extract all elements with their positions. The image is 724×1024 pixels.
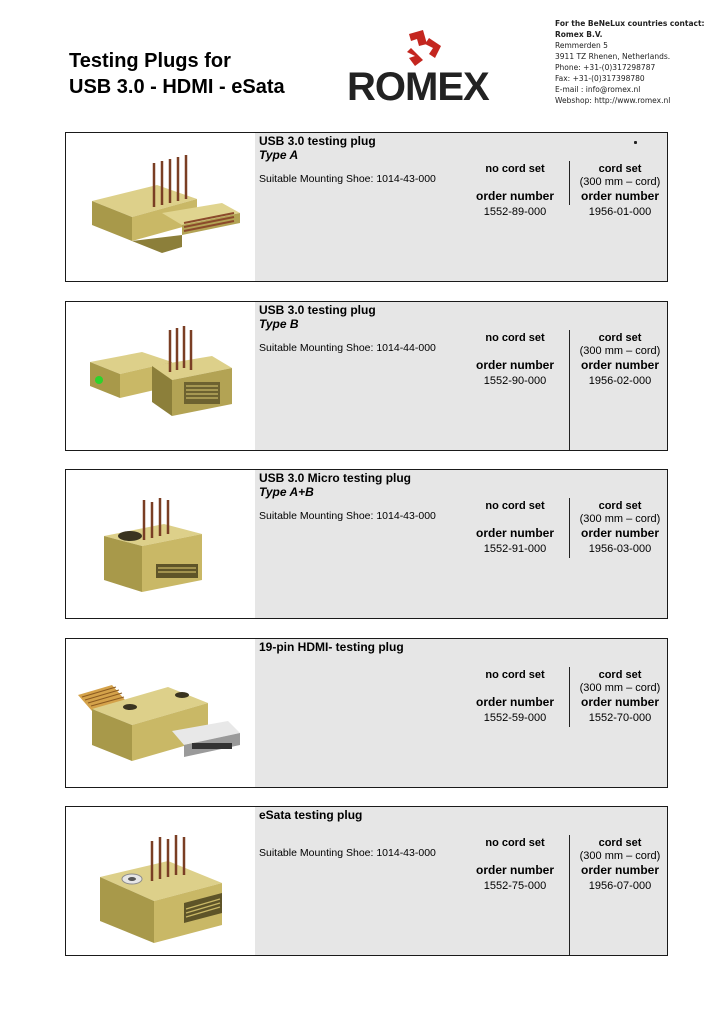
no-cord-header: no cord set bbox=[485, 837, 545, 849]
cord-header: cord set bbox=[598, 837, 642, 849]
contact-block bbox=[555, 18, 720, 106]
order-number-label: order number bbox=[475, 695, 554, 709]
order-number-label: order number bbox=[475, 526, 554, 540]
product-card-hdmi bbox=[65, 638, 668, 788]
mounting-shoe-text: Suitable Mounting Shoe: 1014-43-000 bbox=[259, 847, 436, 859]
product-image-usb3-micro bbox=[66, 470, 255, 618]
no-cord-header: no cord set bbox=[485, 500, 545, 512]
no-cord-column bbox=[465, 500, 565, 556]
no-cord-column bbox=[465, 163, 565, 219]
no-cord-spacer bbox=[465, 513, 565, 526]
cord-header: cord set bbox=[598, 332, 642, 344]
product-image-usb3-type-a bbox=[66, 133, 255, 281]
contact-city: 3911 TZ Rhenen, Netherlands. bbox=[555, 52, 671, 61]
contact-company: Romex B.V. bbox=[555, 30, 603, 39]
product-image-hdmi bbox=[66, 639, 255, 787]
no-cord-order-number: 1552-75-000 bbox=[483, 880, 547, 892]
product-type: Type A+B bbox=[259, 485, 314, 499]
cord-column bbox=[565, 669, 675, 725]
product-info-usb3-type-b bbox=[255, 302, 667, 450]
esata-plug-icon bbox=[72, 817, 250, 957]
product-info-usb3-micro bbox=[255, 470, 667, 618]
product-title: USB 3.0 testing plug bbox=[259, 303, 376, 317]
cord-order-number: 1956-02-000 bbox=[588, 375, 652, 387]
no-cord-header: no cord set bbox=[485, 669, 545, 681]
product-info-usb3-type-a bbox=[255, 133, 667, 281]
product-title: 19-pin HDMI- testing plug bbox=[259, 640, 404, 654]
contact-street: Remmerden 5 bbox=[555, 41, 608, 50]
product-type: Type A bbox=[259, 148, 299, 162]
product-image-esata bbox=[66, 807, 255, 955]
page-title-line-1: Testing Plugs for bbox=[69, 50, 231, 72]
cord-column bbox=[565, 500, 675, 556]
romex-logo-text: ROMEX bbox=[347, 65, 489, 109]
contact-webshop[interactable]: Webshop: http://www.romex.nl bbox=[555, 96, 671, 105]
order-number-label: order number bbox=[580, 189, 659, 203]
cord-column bbox=[565, 163, 675, 219]
no-cord-column bbox=[465, 837, 565, 893]
cord-length-note: (300 mm – cord) bbox=[579, 513, 661, 525]
no-cord-header: no cord set bbox=[485, 332, 545, 344]
product-image-usb3-type-b bbox=[66, 302, 255, 450]
order-number-label: order number bbox=[580, 695, 659, 709]
stray-mark bbox=[634, 141, 637, 144]
cord-order-number: 1956-07-000 bbox=[588, 880, 652, 892]
no-cord-order-number: 1552-59-000 bbox=[483, 712, 547, 724]
product-title: eSata testing plug bbox=[259, 808, 363, 822]
cord-order-number: 1956-01-000 bbox=[588, 206, 652, 218]
mounting-shoe-text: Suitable Mounting Shoe: 1014-43-000 bbox=[259, 510, 436, 522]
cord-order-number: 1552-70-000 bbox=[588, 712, 652, 724]
contact-phone: Phone: +31-(0)317298787 bbox=[555, 63, 656, 72]
cord-header: cord set bbox=[598, 500, 642, 512]
no-cord-spacer bbox=[465, 176, 565, 189]
order-number-label: order number bbox=[475, 189, 554, 203]
product-type: Type B bbox=[259, 317, 299, 331]
order-number-label: order number bbox=[580, 526, 659, 540]
mounting-shoe-text: Suitable Mounting Shoe: 1014-43-000 bbox=[259, 173, 436, 185]
product-title: USB 3.0 Micro testing plug bbox=[259, 471, 412, 485]
order-number-label: order number bbox=[580, 863, 659, 877]
usb3-micro-plug-icon bbox=[72, 480, 250, 610]
cord-length-note: (300 mm – cord) bbox=[579, 176, 661, 188]
romex-logo bbox=[345, 28, 503, 110]
hdmi-plug-icon bbox=[72, 649, 250, 779]
order-number-label: order number bbox=[475, 358, 554, 372]
product-info-esata bbox=[255, 807, 667, 955]
page-title-line-2: USB 3.0 - HDMI - eSata bbox=[69, 76, 285, 98]
product-info-hdmi bbox=[255, 639, 667, 787]
usb3-type-b-plug-icon bbox=[72, 312, 250, 442]
no-cord-column bbox=[465, 669, 565, 725]
no-cord-order-number: 1552-89-000 bbox=[483, 206, 547, 218]
order-number-label: order number bbox=[475, 863, 554, 877]
no-cord-spacer bbox=[465, 682, 565, 695]
no-cord-order-number: 1552-91-000 bbox=[483, 543, 547, 555]
product-title: USB 3.0 testing plug bbox=[259, 134, 376, 148]
contact-email[interactable]: E-mail : info@romex.nl bbox=[555, 85, 641, 94]
no-cord-header: no cord set bbox=[485, 163, 545, 175]
cord-column bbox=[565, 837, 675, 893]
cord-length-note: (300 mm – cord) bbox=[579, 345, 661, 357]
no-cord-column bbox=[465, 332, 565, 388]
order-number-label: order number bbox=[580, 358, 659, 372]
usb3-type-a-plug-icon bbox=[72, 143, 250, 273]
product-card-esata bbox=[65, 806, 668, 956]
cord-length-note: (300 mm – cord) bbox=[579, 682, 661, 694]
cord-header: cord set bbox=[598, 163, 642, 175]
no-cord-spacer bbox=[465, 850, 565, 863]
page-title bbox=[69, 48, 285, 100]
contact-heading: For the BeNeLux countries contact: bbox=[555, 19, 705, 28]
no-cord-spacer bbox=[465, 345, 565, 358]
product-card-usb3-type-b bbox=[65, 301, 668, 451]
product-card-usb3-micro bbox=[65, 469, 668, 619]
cord-length-note: (300 mm – cord) bbox=[579, 850, 661, 862]
product-card-usb3-type-a bbox=[65, 132, 668, 282]
no-cord-order-number: 1552-90-000 bbox=[483, 375, 547, 387]
cord-order-number: 1956-03-000 bbox=[588, 543, 652, 555]
cord-column bbox=[565, 332, 675, 388]
contact-fax: Fax: +31-(0)317398780 bbox=[555, 74, 645, 83]
cord-header: cord set bbox=[598, 669, 642, 681]
mounting-shoe-text: Suitable Mounting Shoe: 1014-44-000 bbox=[259, 342, 436, 354]
